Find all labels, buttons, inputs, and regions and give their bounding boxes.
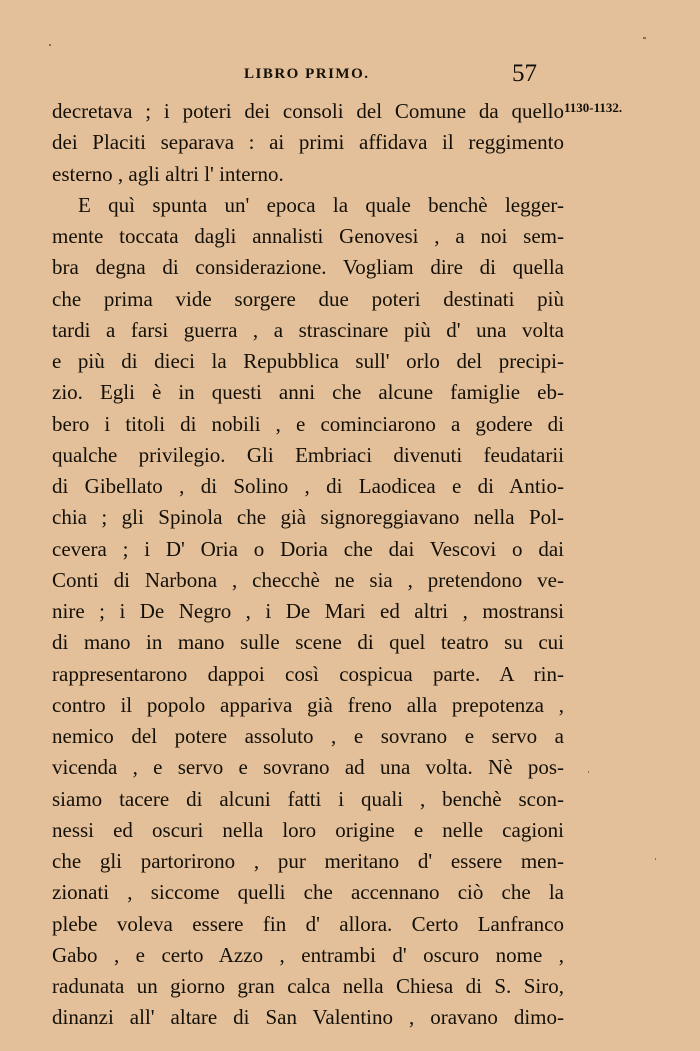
paper-speck xyxy=(49,44,51,46)
text-line: contro il popolo appariva già freno alla prepotenza , xyxy=(52,692,564,717)
text-line: esterno , agli altri l' interno. xyxy=(52,161,284,186)
text-line: Gabo , e certo Azzo , entrambi d' oscuro nome , xyxy=(52,942,564,967)
text-line: chia ; gli Spinola che già signoreggiavano nella Pol- xyxy=(52,505,564,530)
text-line: nemico del potere assoluto , e sovrano e servo a xyxy=(52,724,564,748)
text-line: bero i titoli di nobili , e cominciarono a godere di xyxy=(52,411,564,436)
text-line: vicenda , e servo e sovrano ad una volta. Nè pos- xyxy=(52,755,564,780)
text-line: qualche privilegio. Gli Embriaci divenuti feudatarii xyxy=(52,442,564,467)
text-line: siamo tacere di alcuni fatti i quali , benchè scon- xyxy=(52,786,564,811)
text-line: e più di dieci la Repubblica sull' orlo del precipi- xyxy=(52,349,564,373)
text-line: che gli partorirono , pur meritano d' essere men- xyxy=(52,849,564,873)
text-line: E quì spunta un' epoca la quale benchè legger- xyxy=(78,192,564,217)
text-line: che prima vide sorgere due poteri destinati più xyxy=(52,286,564,311)
text-line: di mano in mano sulle scene di quel teatro su cui xyxy=(52,630,564,655)
text-line: nessi ed oscuri nella loro origine e nelle cagioni xyxy=(52,817,564,842)
text-line: radunata un giorno gran calca nella Chiesa di S. Siro, xyxy=(52,974,564,998)
text-line: cevera ; i D' Oria o Doria che dai Vescovi o dai xyxy=(52,536,564,561)
text-line: dinanzi all' altare di San Valentino , oravano dimo- xyxy=(52,1005,564,1030)
body-text xyxy=(52,96,564,1034)
text-line: Conti di Narbona , checchè ne sia , pretendono ve- xyxy=(52,567,564,592)
text-line: decretava ; i poteri dei consoli del Comune da quello xyxy=(52,99,564,123)
paper-speck xyxy=(588,771,589,773)
text-line: nire ; i De Negro , i De Mari ed altri , mostransi xyxy=(52,599,564,623)
text-line: zio. Egli è in questi anni che alcune famiglie eb- xyxy=(52,380,564,405)
text-line: tardi a farsi guerra , a strascinare più d' una volta xyxy=(52,317,564,342)
running-title: LIBRO PRIMO. xyxy=(244,66,370,82)
page-header xyxy=(0,62,700,92)
text-line: zionati , siccome quelli che accennano ciò che la xyxy=(52,880,564,905)
margin-date-note: 1130-1132. xyxy=(564,100,623,115)
paper-speck xyxy=(655,858,656,860)
text-line: dei Placiti separava : ai primi affidava il reggimento xyxy=(52,130,564,155)
text-line: plebe voleva essere fin d' allora. Certo Lanfranco xyxy=(52,911,564,936)
page-number: 57 xyxy=(512,60,537,87)
text-line: di Gibellato , di Solino , di Laodicea e di Antio- xyxy=(52,474,564,498)
text-line: rappresentarono dappoi così cospicua parte. A rin- xyxy=(52,661,564,686)
paper-speck xyxy=(643,37,646,39)
text-line: mente toccata dagli annalisti Genovesi , a noi sem- xyxy=(52,224,564,248)
text-line: bra degna di considerazione. Vogliam dire di quella xyxy=(52,255,564,280)
